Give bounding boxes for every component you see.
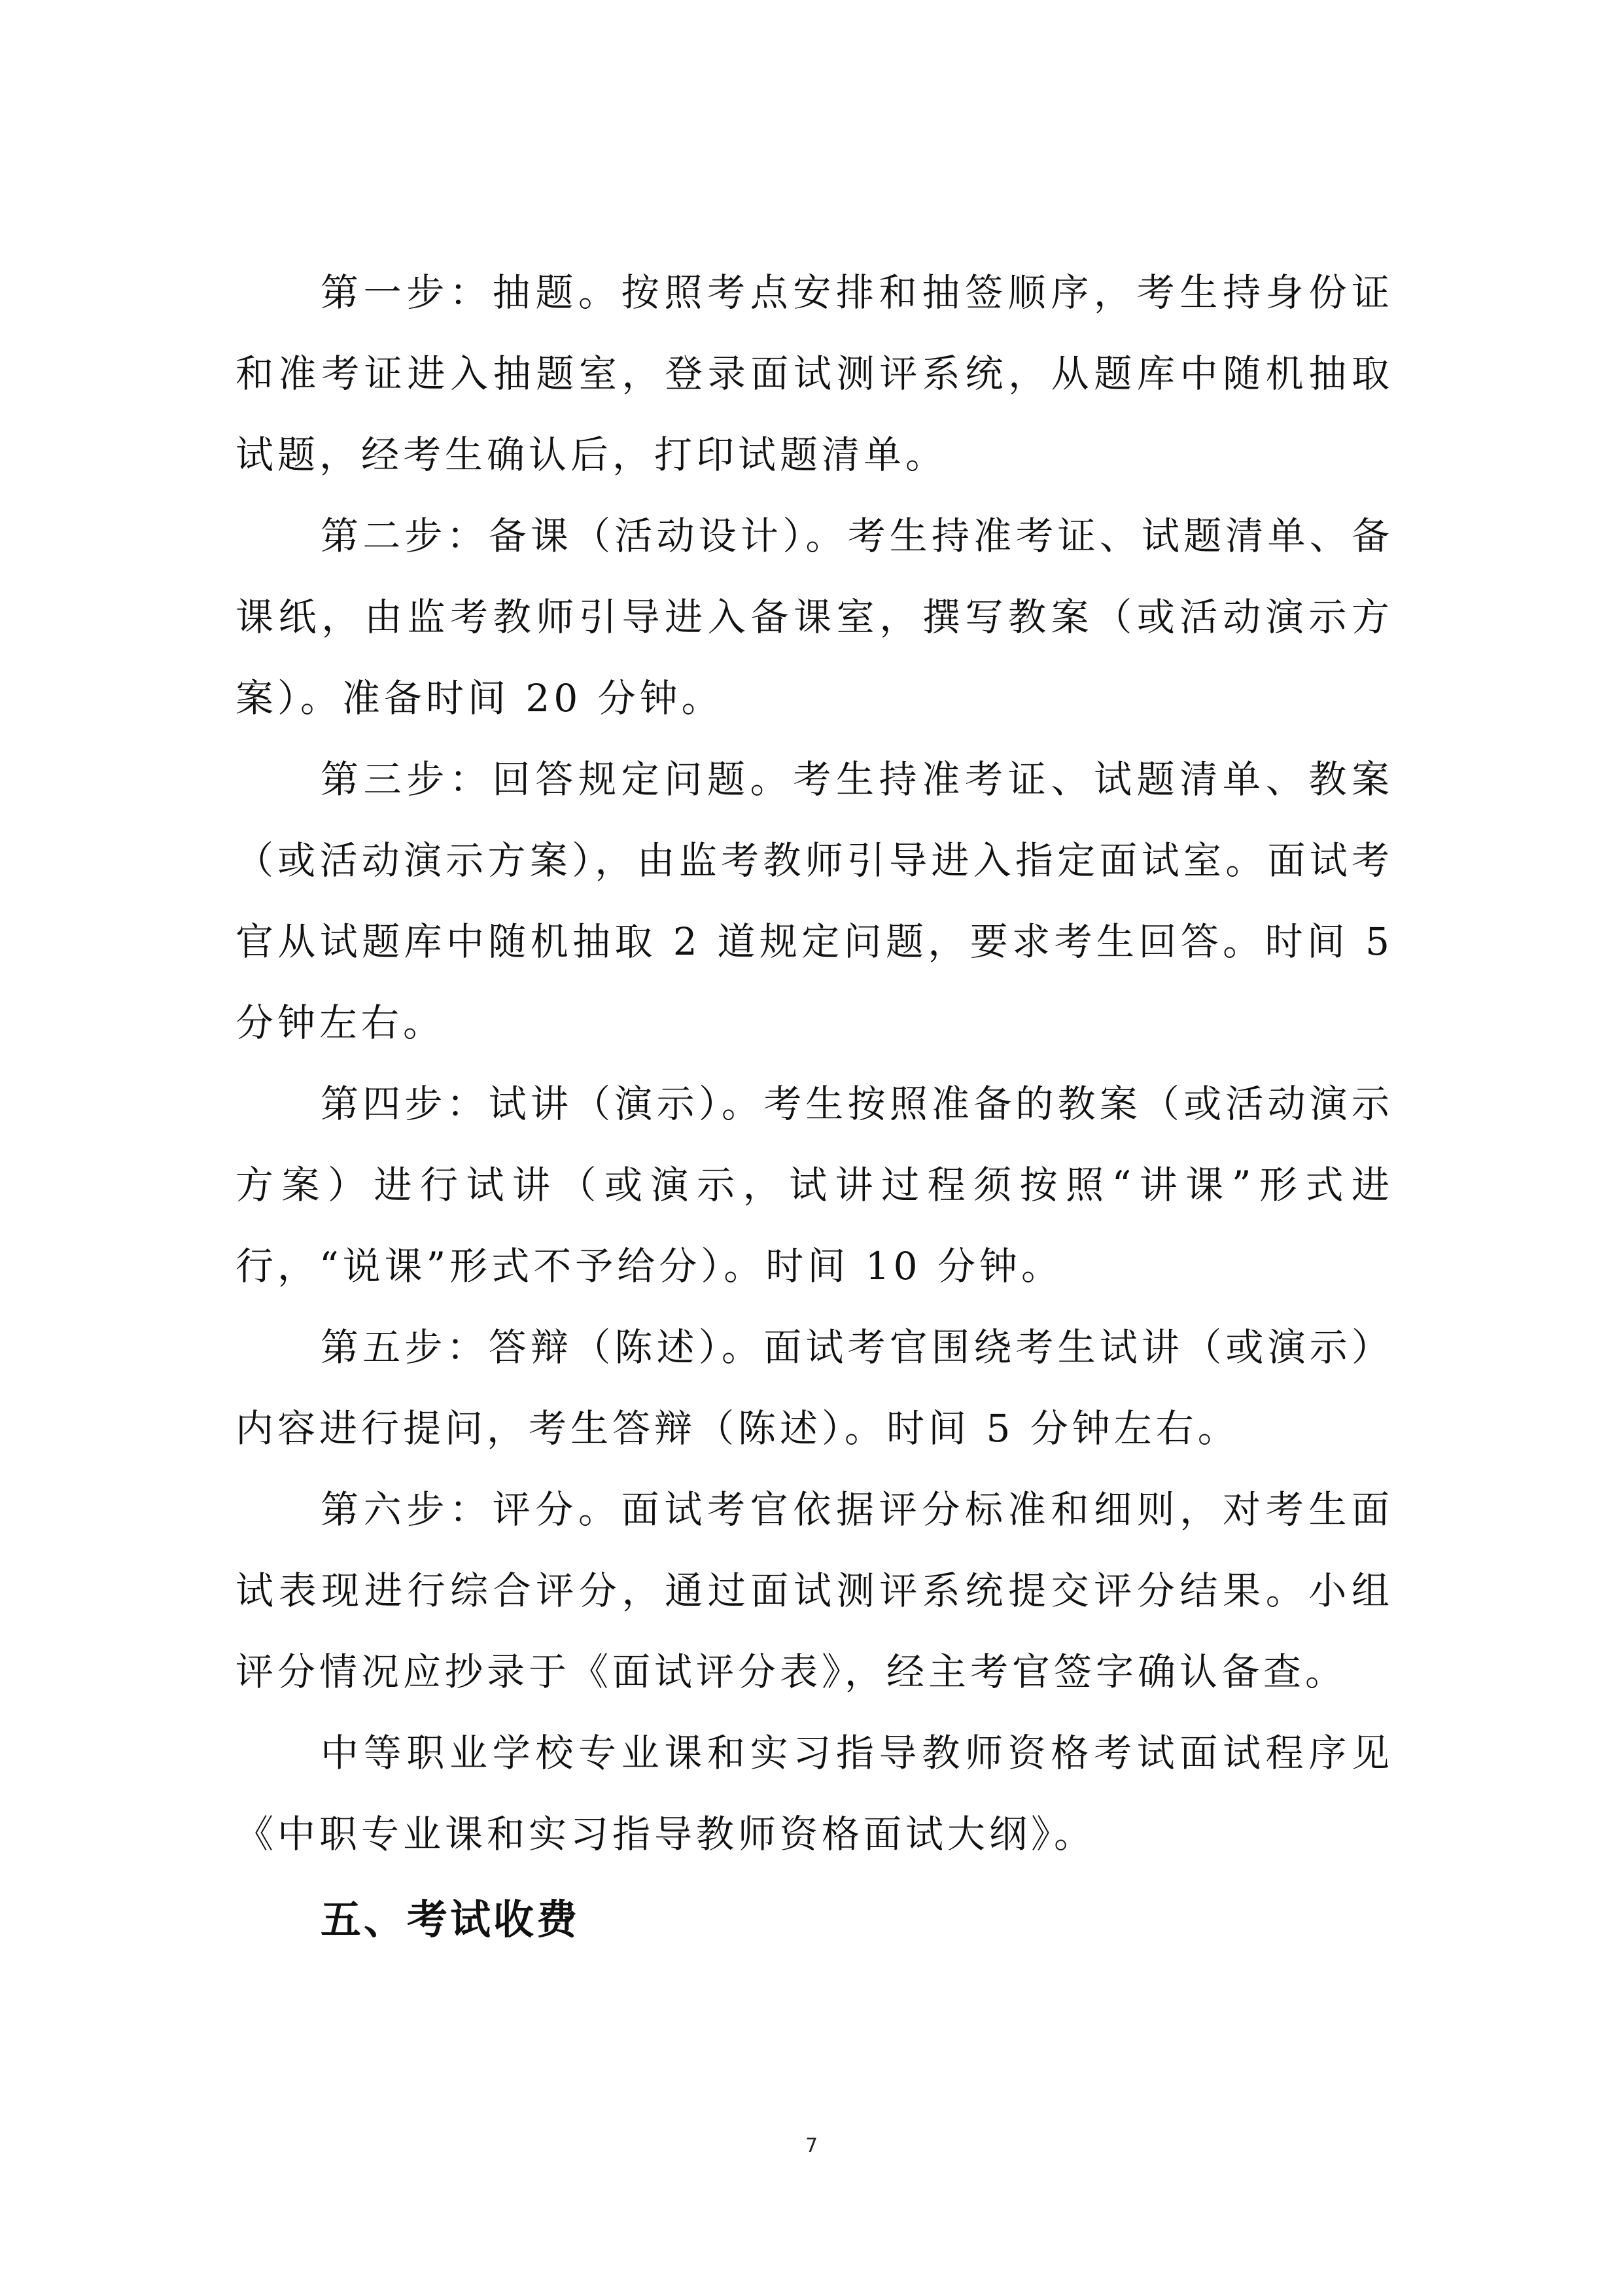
- document-body: [236, 252, 1393, 1962]
- paragraph-step-4: 第四步：试讲（演示）。考生按照准备的教案（或活动演示方案）进行试讲（或演示，试讲过程须按照“讲课”形式进行，“说课”形式不予给分）。时间 10 分钟。: [236, 1082, 1393, 1288]
- section-heading: 五、考试收费: [321, 1896, 580, 1943]
- paragraph-step-2: 第二步：备课（活动设计）。考生持准考证、试题清单、备课纸，由监考教师引导进入备课室，撰写教案（或活动演示方案）。准备时间 20 分钟。: [236, 514, 1393, 720]
- paragraph-step-6: 第六步：评分。面试考官依据评分标准和细则，对考生面试表现进行综合评分，通过面试测评系统提交评分结果。小组评分情况应抄录于《面试评分表》，经主考官签字确认备查。: [236, 1487, 1393, 1694]
- paragraph-step-1: 第一步：抽题。按照考点安排和抽签顺序，考生持身份证和准考证进入抽题室，登录面试测评系统，从题库中随机抽取试题，经考生确认后，打印试题清单。: [236, 270, 1393, 477]
- paragraph-vocational-note: 中等职业学校专业课和实习指导教师资格考试面试程序见《中职专业课和实习指导教师资格面试大纲》。: [236, 1731, 1393, 1856]
- paragraph-step-5: 第五步：答辩（陈述）。面试考官围绕考生试讲（或演示）内容进行提问，考生答辩（陈述）。时间 5 分钟左右。: [236, 1325, 1393, 1451]
- page-number: 7: [805, 2134, 818, 2157]
- paragraph-step-3: 第三步：回答规定问题。考生持准考证、试题清单、教案（或活动演示方案），由监考教师引导进入指定面试室。面试考官从试题库中随机抽取 2 道规定问题，要求考生回答。时间 5 分钟左右。: [236, 757, 1393, 1045]
